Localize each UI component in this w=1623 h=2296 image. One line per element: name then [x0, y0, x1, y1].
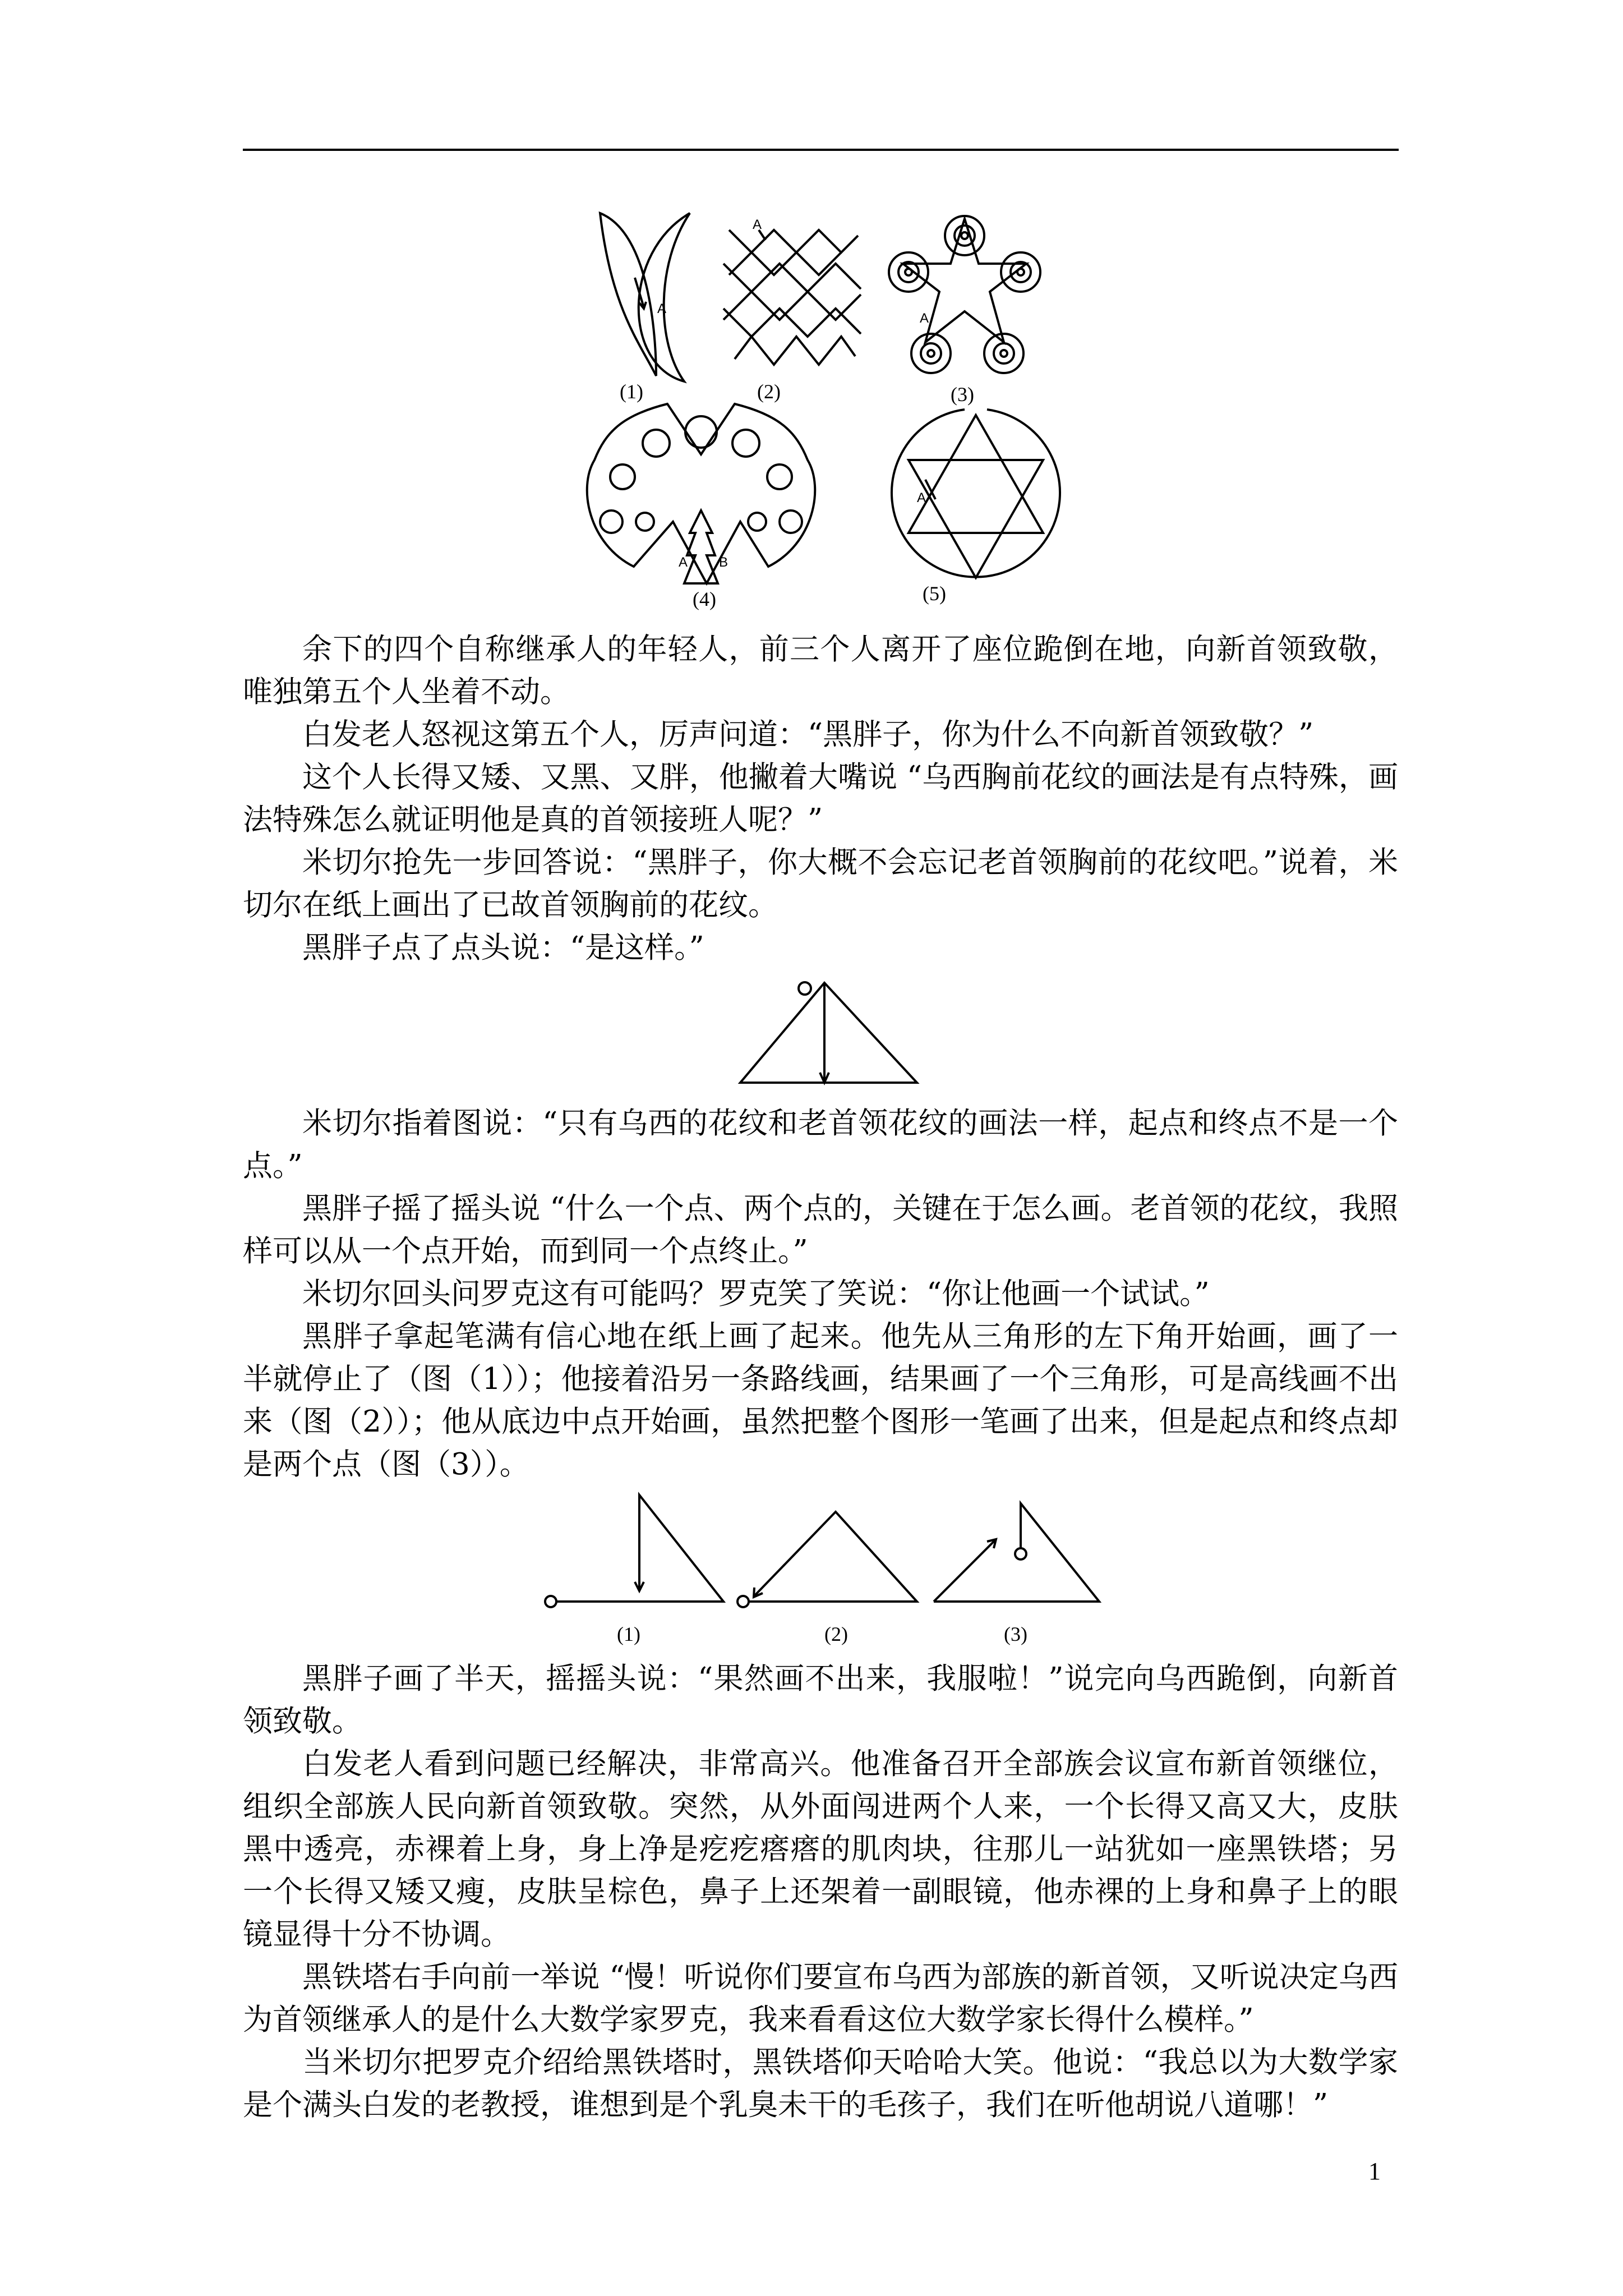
paragraph: 当米切尔把罗克介绍给黑铁塔时，黑铁塔仰天哈哈大笑。他说：“我总以为大数学家是个满头白发的老教授，谁想到是个乳臭未干的毛孩子，我们在听他胡说八道哪！” — [243, 2045, 1398, 2122]
point-label: A — [679, 555, 688, 570]
triangle-figure — [729, 976, 931, 1088]
page-number: 1 — [1368, 2157, 1381, 2185]
figure-caption: (1) — [617, 1623, 640, 1645]
point-label: A — [917, 490, 926, 505]
attempts-figure — [538, 1481, 1127, 1649]
fan-pattern — [587, 404, 815, 583]
paragraph: 米切尔回头问罗克这有可能吗？罗克笑了笑说：“你让他画一个试试。” — [302, 1277, 1210, 1311]
figure-caption: (2) — [757, 380, 781, 403]
figure-caption: (5) — [923, 582, 946, 605]
text-block-2 — [243, 1102, 1398, 1486]
figure-caption: (3) — [1004, 1623, 1027, 1645]
paragraph: 黑胖子拿起笔满有信心地在纸上画了起来。他先从三角形的左下角开始画，画了一半就停止了（图（1））；他接着沿另一条路线画，结果画了一个三角形，可是高线画不出来（图（2））；他从底边中点开始画，虽然把整个图形一笔画了出来，但是起点和终点却是两个点（图（3））。 — [243, 1319, 1398, 1481]
header-rule — [243, 149, 1399, 151]
point-label: A — [657, 301, 667, 316]
point-label: A — [753, 217, 762, 232]
paragraph: 这个人长得又矮、又黑、又胖，他撇着大嘴说 “乌西胸前花纹的画法是有点特殊，画法特殊怎么就证明他是真的首领接班人呢？” — [243, 760, 1398, 837]
pattern-figures — [572, 196, 1088, 611]
paragraph: 黑胖子点了点头说：“是这样。” — [302, 931, 704, 965]
star-circles-pattern — [889, 216, 1040, 373]
paragraph: 米切尔抢先一步回答说：“黑胖子，你大概不会忘记老首领胸前的花纹吧。”说着，米切尔在纸上画出了已故首领胸前的花纹。 — [243, 845, 1398, 922]
figure-caption: (1) — [620, 380, 643, 403]
paragraph: 黑胖子摇了摇头说 “什么一个点、两个点的，关键在于怎么画。老首领的花纹，我照样可以从一个点开始，而到同一个点终止。” — [243, 1191, 1398, 1268]
paragraph: 黑铁塔右手向前一举说 “慢！听说你们要宣布乌西为部族的新首领，又听说决定乌西为首领继承人的是什么大数学家罗克，我来看看这位大数学家长得什么模样。” — [243, 1960, 1398, 2037]
paragraph: 白发老人看到问题已经解决，非常高兴。他准备召开全部族会议宣布新首领继位，组织全部族人民向新首领致敬。突然，从外面闯进两个人来，一个长得又高又大，皮肤黑中透亮，赤裸着上身，身上净是疙疙瘩瘩的肌肉块，往那儿一站犹如一座黑铁塔；另一个长得又矮又瘦，皮肤呈棕色，鼻子上还架着一副眼镜，他赤裸的上身和鼻子上的眼镜显得十分不协调。 — [243, 1747, 1398, 1952]
paragraph: 黑胖子画了半天，摇摇头说：“果然画不出来，我服啦！”说完向乌西跪倒，向新首领致敬。 — [243, 1662, 1398, 1738]
figure-caption: (2) — [824, 1623, 848, 1645]
figure-caption: (4) — [693, 588, 716, 610]
point-label: B — [719, 555, 728, 570]
figure-caption: (3) — [951, 383, 974, 406]
text-block-1 — [243, 628, 1398, 969]
point-label: A — [920, 311, 929, 326]
crescent-pattern — [600, 213, 690, 381]
lattice-pattern — [723, 230, 861, 365]
text-block-3 — [243, 1658, 1398, 2127]
paragraph: 余下的四个自称继承人的年轻人，前三个人离开了座位跪倒在地，向新首领致敬，唯独第五个人坐着不动。 — [243, 632, 1398, 709]
paragraph: 米切尔指着图说：“只有乌西的花纹和老首领花纹的画法一样，起点和终点不是一个点。” — [243, 1106, 1398, 1183]
paragraph: 白发老人怒视这第五个人，厉声问道：“黑胖子，你为什么不向新首领致敬？” — [302, 717, 1314, 752]
